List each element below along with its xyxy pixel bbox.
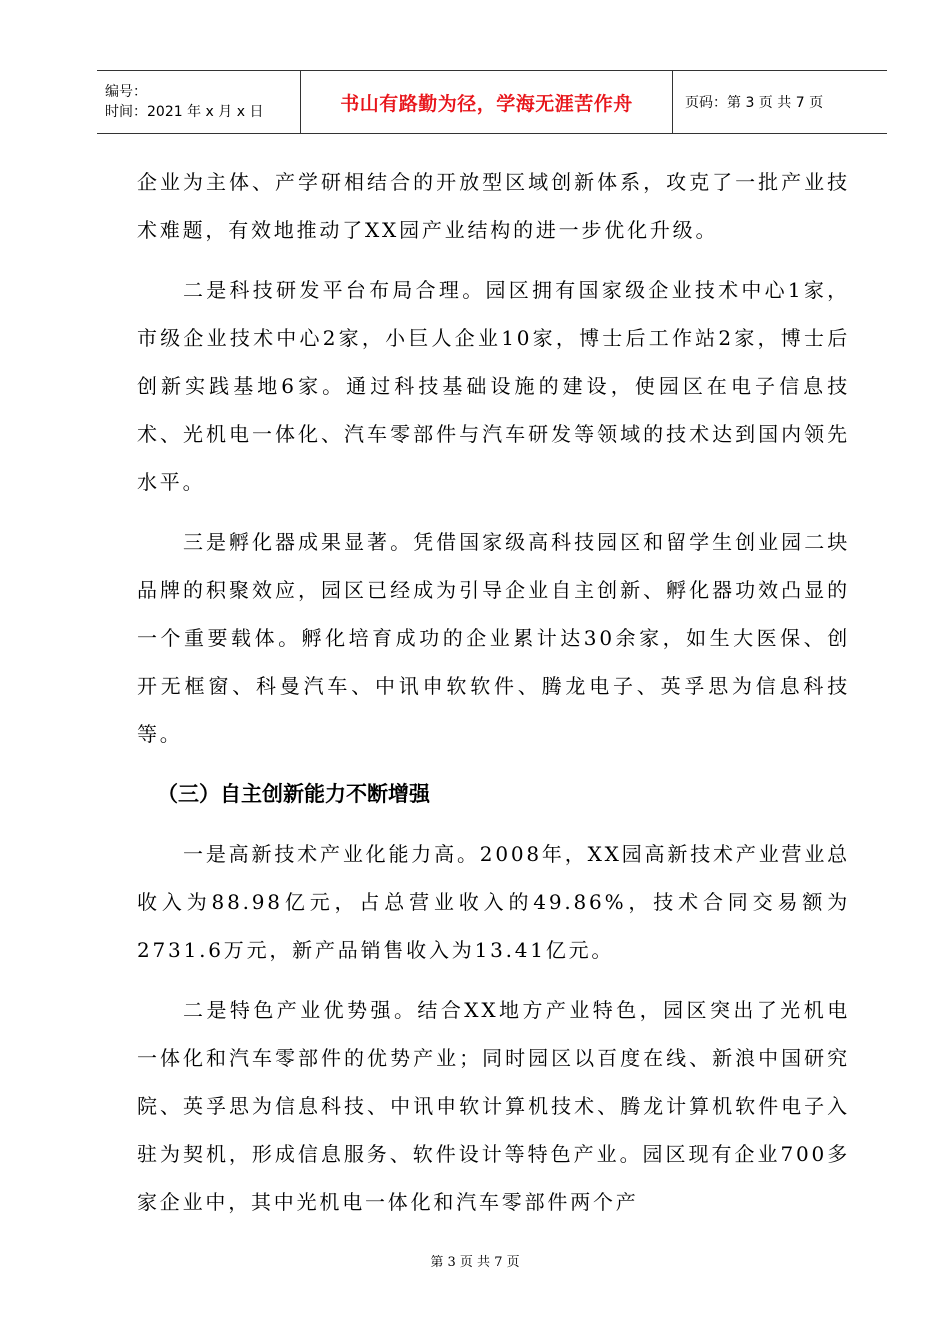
document-time-label: 时间：2021 年 x 月 x 日 xyxy=(105,104,264,120)
body-paragraph-industry: 二是特色产业优势强。结合XX地方产业特色，园区突出了光机电一体化和汽车零部件的优势产业；同时园区以百度在线、新浪中国研究院、英孚思为信息科技、中讯申软计算机技术、腾龙计算机软件电子入驻为契机，形成信息服务、软件设计等特色产业。园区现有企业700多家企业中，其中光机电一体化和汽车零部件两个产 xyxy=(137,998,850,1214)
body-paragraph-hitech: 一是高新技术产业化能力高。2008年，XX园高新技术产业营业总收入为88.98亿元，占总营业收入的49.86%，技术合同交易额为2731.6万元，新产品销售收入为13.41亿元。 xyxy=(137,842,850,962)
document-number-label: 编号： xyxy=(105,84,147,100)
page-footer: 第 3 页 共 7 页 xyxy=(430,1255,520,1270)
header-motto: 书山有路勤为径，学海无涯苦作舟 xyxy=(340,92,633,115)
document-body xyxy=(137,158,850,1238)
header-motto-cell xyxy=(300,71,673,133)
body-paragraph-rd-platform: 二是科技研发平台布局合理。园区拥有国家级企业技术中心1家，市级企业技术中心2家，小巨人企业10家，博士后工作站2家，博士后创新实践基地6家。通过科技基础设施的建设，使园区在电子信息技术、光机电一体化、汽车零部件与汽车研发等领域的技术达到国内领先水平。 xyxy=(137,278,850,494)
body-paragraph-incubator: 三是孵化器成果显著。凭借国家级高科技园区和留学生创业园二块品牌的积聚效应，园区已经成为引导企业自主创新、孵化器功效凸显的一个重要载体。孵化培育成功的企业累计达30余家，如生大医保、创开无框窗、科曼汽车、中讯申软软件、腾龙电子、英孚思为信息科技等。 xyxy=(137,530,850,746)
body-paragraph-continuation: 企业为主体、产学研相结合的开放型区域创新体系，攻克了一批产业技术难题，有效地推动了XX园产业结构的进一步优化升级。 xyxy=(137,170,850,242)
header-page-label: 页码：第 3 页 共 7 页 xyxy=(685,95,824,111)
header-meta xyxy=(97,71,300,133)
section-heading: （三）自主创新能力不断增强 xyxy=(157,782,430,806)
page-header xyxy=(97,70,887,134)
header-page-cell xyxy=(673,71,887,133)
